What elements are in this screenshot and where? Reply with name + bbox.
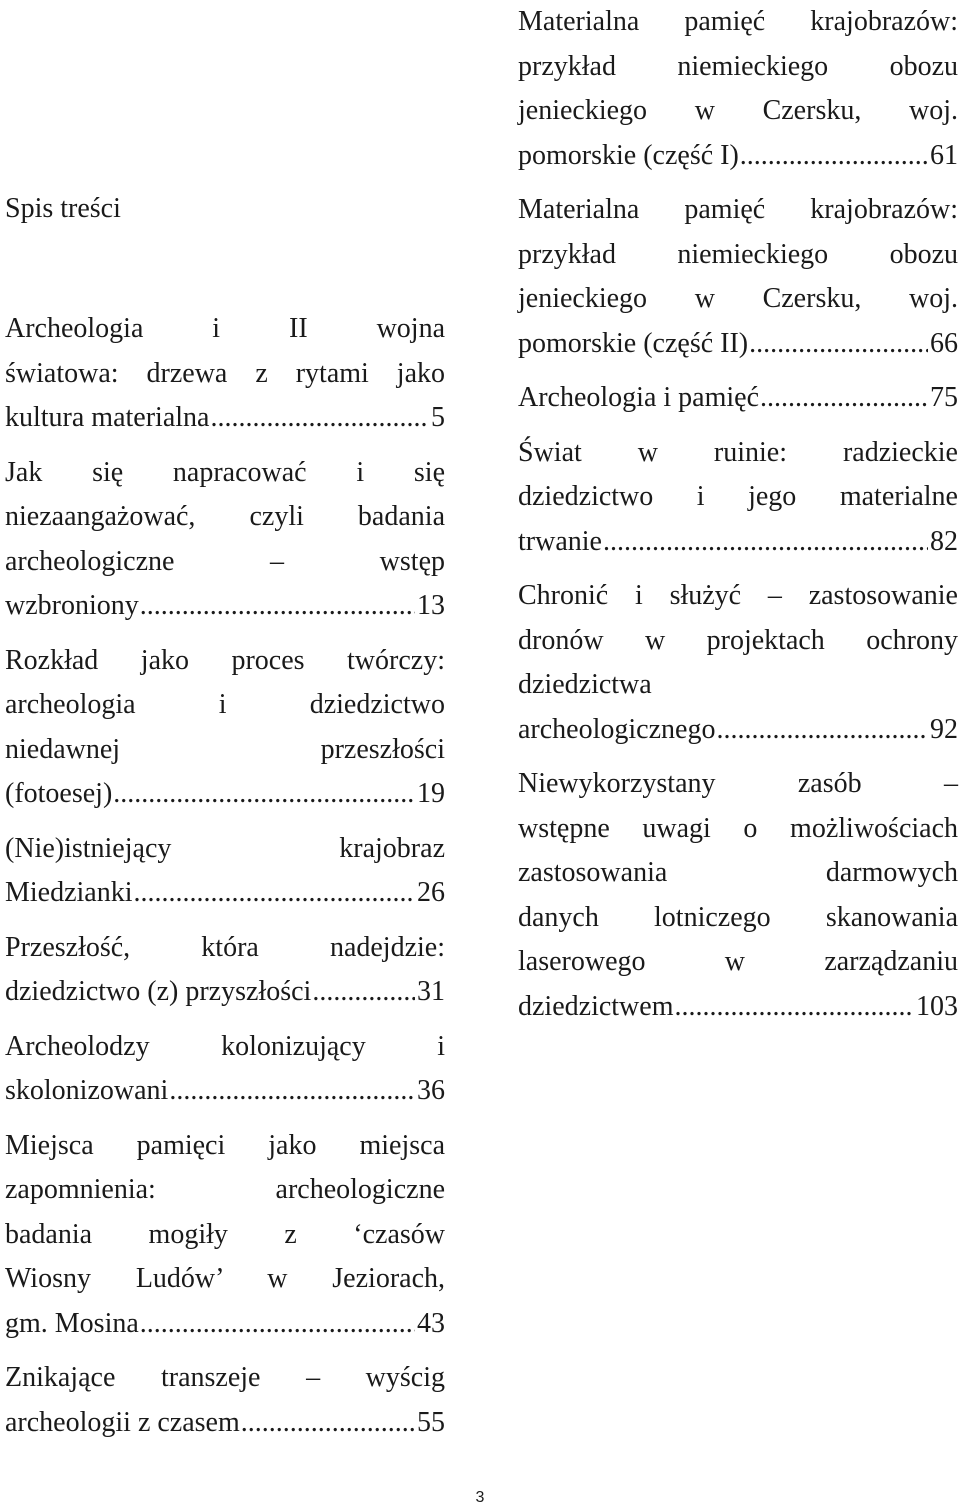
toc-entry-last-line bbox=[518, 322, 958, 367]
toc-entry-title-line: Wiosny Ludów’ w Jeziorach, bbox=[5, 1263, 445, 1294]
toc-entry-title-end: gm. Mosina bbox=[5, 1307, 139, 1339]
dot-leader bbox=[603, 520, 928, 565]
toc-entry-title-line: dziedzictwa bbox=[518, 669, 652, 700]
toc-page-number: 31 bbox=[417, 976, 445, 1007]
toc-entry-last-line bbox=[5, 396, 445, 441]
toc-entry-title-end: archeologii z czasem bbox=[5, 1406, 240, 1438]
toc-entry-title-line: Przeszłość, która nadejdzie: bbox=[5, 931, 445, 963]
toc-entry-title-line: Chronić i służyć – zastosowanie bbox=[518, 580, 958, 611]
toc-entry[interactable] bbox=[518, 376, 958, 421]
toc-entry-title-end: dziedzictwo (z) przyszłości bbox=[5, 976, 312, 1007]
toc-entry-title-line: danych lotniczego skanowania bbox=[518, 901, 958, 933]
toc-page-number: 55 bbox=[417, 1406, 445, 1438]
toc-left-column bbox=[5, 0, 445, 1455]
toc-entry-last-line bbox=[5, 970, 445, 1015]
toc-entry-title-line: Archeolodzy kolonizujący i bbox=[5, 1030, 445, 1062]
dot-leader bbox=[241, 1401, 415, 1446]
toc-entry[interactable] bbox=[5, 307, 445, 441]
toc-entry[interactable] bbox=[5, 1124, 445, 1347]
toc-entry-title-end: pomorskie (część II) bbox=[518, 327, 749, 359]
toc-entry-title-end: kultura materialna bbox=[5, 402, 210, 433]
dot-leader bbox=[716, 708, 928, 753]
toc-entry-title-line: Niewykorzystany zasób – bbox=[518, 768, 958, 799]
toc-entry[interactable] bbox=[5, 1025, 445, 1114]
dot-leader bbox=[140, 584, 415, 629]
toc-entry-title-end: trwanie bbox=[518, 525, 602, 557]
toc-entry-title-line: niedawnej przeszłości bbox=[5, 733, 445, 765]
toc-page-number: 92 bbox=[930, 713, 958, 745]
toc-entry-title-end: Archeologia i pamięć bbox=[518, 382, 760, 413]
toc-entry-title-line: niezaangażować, czyli badania bbox=[5, 501, 445, 532]
page-number: 3 bbox=[475, 1489, 485, 1506]
toc-entry[interactable] bbox=[5, 451, 445, 629]
toc-page-number: 61 bbox=[930, 139, 958, 171]
toc-entry-title-line: przykład niemieckiego obozu bbox=[518, 50, 958, 82]
toc-entry-last-line bbox=[518, 376, 958, 421]
toc-entry-title-line: archeologia i dziedzictwo bbox=[5, 689, 445, 720]
toc-heading: Spis treści bbox=[5, 193, 121, 224]
toc-entry[interactable] bbox=[5, 827, 445, 916]
toc-entry-title-line: (Nie)istniejący krajobraz bbox=[5, 832, 445, 864]
toc-entry-title-line: archeologiczne – wstęp bbox=[5, 545, 445, 577]
toc-entry-title-line: światowa: drzewa z rytami jako bbox=[5, 357, 445, 389]
toc-entry[interactable] bbox=[518, 574, 958, 752]
toc-entry-title-end: (fotoesej) bbox=[5, 778, 113, 809]
toc-entry-title-end: skolonizowani bbox=[5, 1075, 169, 1106]
toc-entry-title-end: pomorskie (część I) bbox=[518, 139, 739, 171]
toc-entry[interactable] bbox=[5, 926, 445, 1015]
toc-entry-title-line: laserowego w zarządzaniu bbox=[518, 946, 958, 977]
toc-page-number: 43 bbox=[417, 1307, 445, 1339]
toc-page-number: 5 bbox=[431, 402, 445, 433]
toc-entry-title-line: Materialna pamięć krajobrazów: bbox=[518, 194, 958, 225]
toc-page-number: 26 bbox=[417, 877, 445, 908]
toc-entry-title-line: Świat w ruinie: radzieckie bbox=[518, 436, 958, 468]
toc-entry-title-line: przykład niemieckiego obozu bbox=[518, 238, 958, 270]
toc-page-number: 66 bbox=[930, 327, 958, 359]
dot-leader bbox=[740, 134, 928, 179]
toc-entry-last-line bbox=[5, 772, 445, 817]
toc-entry-title-line: Jak się napracować i się bbox=[5, 456, 445, 488]
toc-entry-title-line: Rozkład jako proces twórczy: bbox=[5, 644, 445, 676]
toc-entry-last-line bbox=[5, 1069, 445, 1114]
toc-page-number: 82 bbox=[930, 525, 958, 557]
toc-entry-title-line: wstępne uwagi o możliwościach bbox=[518, 812, 958, 844]
dot-leader bbox=[210, 396, 429, 441]
toc-entry-title-line: jenieckiego w Czersku, woj. bbox=[518, 95, 958, 126]
toc-page-number: 103 bbox=[916, 990, 958, 1022]
toc-entry-last-line bbox=[5, 1302, 445, 1347]
dot-leader bbox=[674, 985, 914, 1030]
toc-entry-title-line: badania mogiły z ‘czasów bbox=[5, 1218, 445, 1250]
toc-page-number: 36 bbox=[417, 1075, 445, 1106]
toc-page-number: 19 bbox=[417, 778, 445, 809]
toc-entry-title-line: zastosowania darmowych bbox=[518, 857, 958, 888]
toc-page-number: 75 bbox=[930, 382, 958, 413]
toc-entry-title-end: archeologicznego bbox=[518, 713, 716, 745]
toc-entry-title-end: wzbroniony bbox=[5, 590, 139, 621]
toc-entry-title-end: Miedzianki bbox=[5, 877, 133, 908]
toc-entry-last-line bbox=[518, 708, 958, 753]
toc-entry-last-line bbox=[5, 1401, 445, 1446]
toc-entry-title-line: Znikające transzeje – wyścig bbox=[5, 1362, 445, 1393]
toc-entry[interactable] bbox=[5, 639, 445, 817]
toc-entry-title-line: jenieckiego w Czersku, woj. bbox=[518, 283, 958, 314]
toc-entry-title-line: zapomnienia: archeologiczne bbox=[5, 1174, 445, 1205]
toc-entry[interactable] bbox=[518, 0, 958, 178]
toc-entry-last-line bbox=[518, 134, 958, 179]
toc-entry-last-line bbox=[518, 520, 958, 565]
toc-entry-title-end: dziedzictwem bbox=[518, 990, 674, 1022]
toc-entry-title-line: dziedzictwo i jego materialne bbox=[518, 481, 958, 512]
toc-entry[interactable] bbox=[518, 762, 958, 1029]
dot-leader bbox=[760, 376, 928, 421]
dot-leader bbox=[169, 1069, 415, 1114]
dot-leader bbox=[312, 970, 415, 1015]
toc-entry[interactable] bbox=[518, 431, 958, 565]
dot-leader bbox=[140, 1302, 415, 1347]
toc-entry-title-line: dronów w projektach ochrony bbox=[518, 624, 958, 656]
toc-entry-title-line: Miejsca pamięci jako miejsca bbox=[5, 1129, 445, 1161]
toc-entry-last-line bbox=[518, 985, 958, 1030]
dot-leader bbox=[113, 772, 415, 817]
toc-entry[interactable] bbox=[5, 1356, 445, 1445]
toc-entry-last-line bbox=[5, 584, 445, 629]
toc-right-column bbox=[518, 0, 958, 1039]
toc-entry-title-line: Archeologia i II wojna bbox=[5, 313, 445, 344]
dot-leader bbox=[134, 871, 415, 916]
toc-entry-last-line bbox=[5, 871, 445, 916]
toc-entry-title-line: Materialna pamięć krajobrazów: bbox=[518, 6, 958, 37]
toc-entry[interactable] bbox=[518, 188, 958, 366]
toc-page-number: 13 bbox=[417, 590, 445, 621]
dot-leader bbox=[749, 322, 928, 367]
